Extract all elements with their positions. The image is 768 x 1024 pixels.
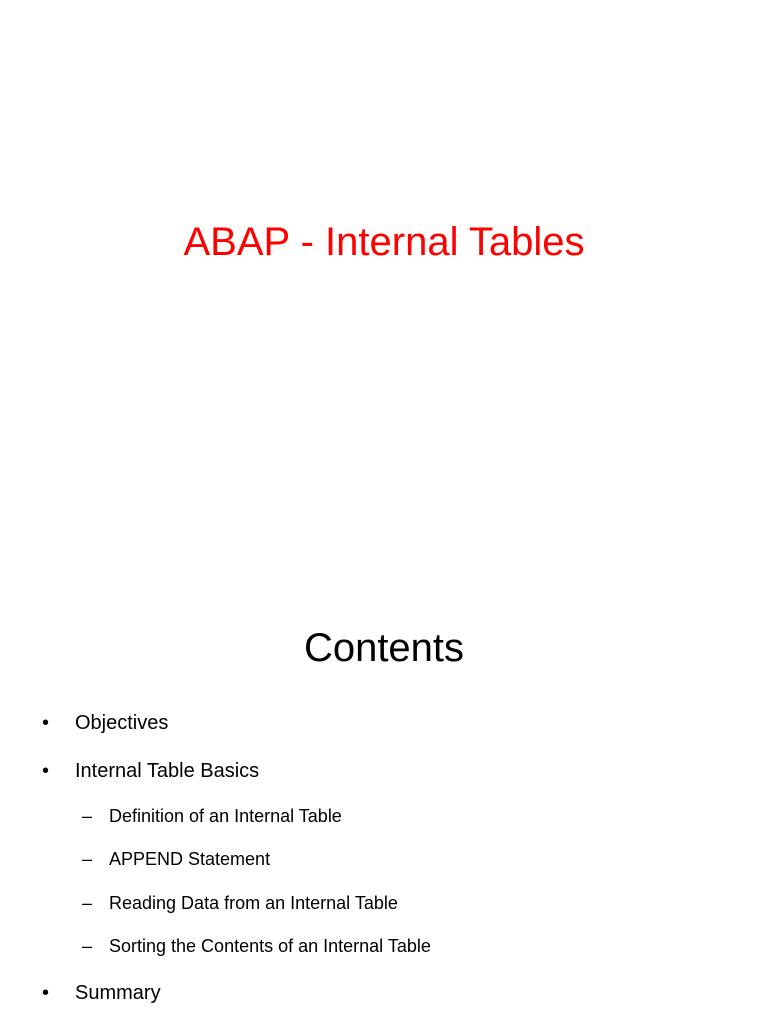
dash-mark: – xyxy=(82,849,93,869)
dash-mark: – xyxy=(82,936,93,956)
bullet-mark: • xyxy=(42,982,50,1004)
list-item xyxy=(0,978,768,1008)
list-subitem-text: Definition of an Internal Table xyxy=(109,806,342,826)
list-subitem-text: Reading Data from an Internal Table xyxy=(109,893,398,913)
list-item-text: Objectives xyxy=(75,712,169,734)
list-item xyxy=(0,708,768,738)
list-subitem xyxy=(0,933,768,959)
bullet-mark: • xyxy=(42,712,50,734)
list-item-text: Summary xyxy=(75,982,161,1004)
list-subitem xyxy=(0,846,768,872)
bullet-mark: • xyxy=(42,760,50,782)
contents-list xyxy=(0,576,768,1024)
contents-title: Contents xyxy=(303,626,465,670)
list-item-text: Internal Table Basics xyxy=(75,760,260,782)
list-subitem-text: Sorting the Contents of an Internal Table xyxy=(109,936,431,956)
slide-title-text: ABAP - Internal Tables xyxy=(183,220,585,264)
dash-mark: – xyxy=(82,893,93,913)
slide-contents xyxy=(0,576,768,1024)
list-subitem xyxy=(0,890,768,916)
dash-mark: – xyxy=(82,806,93,826)
list-item xyxy=(0,756,768,786)
list-subitem xyxy=(0,803,768,829)
list-subitem-text: APPEND Statement xyxy=(109,849,271,869)
